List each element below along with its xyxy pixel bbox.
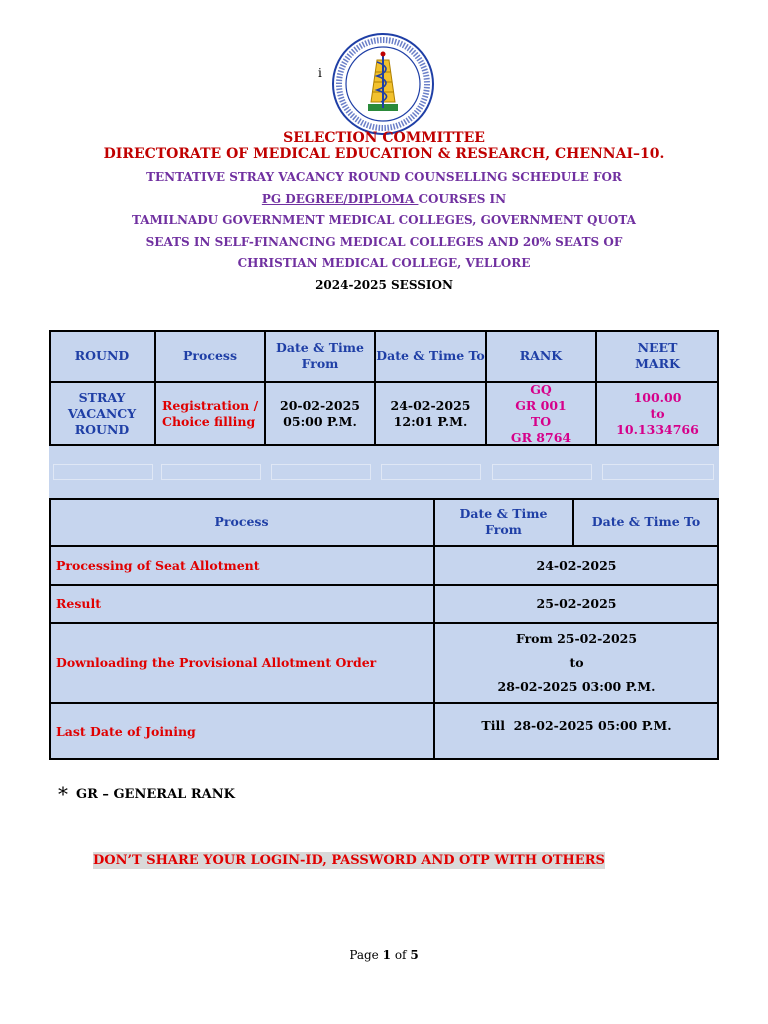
colleges-line-3: CHRISTIAN MEDICAL COLLEGE, VELLORE [237, 256, 531, 270]
rank-quota: GQ [530, 382, 552, 397]
rank-end: GR 8764 [510, 430, 572, 445]
asterisk: * [58, 782, 68, 806]
of-word: of [394, 948, 407, 962]
neet-min: 10.1334766 [616, 422, 699, 437]
spacer-cell [161, 464, 261, 480]
round-schedule-table [49, 330, 719, 446]
header-date-from: Date & Time From [265, 330, 375, 382]
spacer-cell [492, 464, 592, 480]
header-round: ROUND [49, 330, 155, 382]
table-spacer [49, 446, 719, 498]
page-footer [0, 948, 768, 962]
colleges-line-1: TAMILNADU GOVERNMENT MEDICAL COLLEGES, GOVERNMENT QUOTA [132, 213, 636, 227]
round-name: STRAY VACANCY ROUND [49, 382, 155, 446]
row-value-allotment-order [434, 623, 719, 703]
neet-cell [596, 382, 719, 446]
schedule-title: TENTATIVE STRAY VACANCY ROUND COUNSELLING SCHEDULE FOR [146, 170, 622, 184]
neet-to: to [650, 406, 665, 421]
process-name: Registration / Choice filling [155, 382, 265, 446]
row-label-seat-allotment: Processing of Seat Allotment [49, 546, 434, 585]
rank-to: TO [530, 414, 552, 429]
header-date-to: Date & Time To [573, 498, 719, 546]
row-value-last-date-joining: Till 28-02-2025 05:00 P.M. [434, 703, 719, 760]
header-date-to: Date & Time To [375, 330, 486, 382]
emblem-logo [331, 32, 435, 136]
row-label-last-date-joining: Last Date of Joining [49, 703, 434, 760]
process-schedule-table [49, 498, 719, 760]
spacer-cell [271, 464, 371, 480]
selection-committee-title: SELECTION COMMITTEE [283, 130, 485, 146]
rank-abbreviation-note [58, 782, 235, 806]
row-value-seat-allotment: 24-02-2025 [434, 546, 719, 585]
neet-max: 100.00 [633, 390, 682, 405]
page-marker: i [318, 66, 322, 80]
header-process: Process [155, 330, 265, 382]
rank-start: GR 001 [515, 398, 567, 413]
page-word: Page [349, 948, 379, 962]
row-label-result: Result [49, 585, 434, 623]
allotment-order-from: From 25-02-2025 [515, 631, 638, 646]
course-line-rest: COURSES IN [418, 192, 507, 206]
from-time: 05:00 P.M. [283, 414, 357, 429]
allotment-order-until: 28-02-2025 03:00 P.M. [497, 679, 656, 694]
to-date: 24-02-2025 [390, 398, 471, 413]
rank-cell [486, 382, 596, 446]
from-date: 20-02-2025 [280, 398, 360, 413]
security-warning: DON’T SHARE YOUR LOGIN-ID, PASSWORD AND OTP WITH OTHERS [93, 853, 605, 868]
header-date-from: Date & Time From [434, 498, 573, 546]
course-line [0, 192, 768, 206]
header-neet-mark: NEET MARK [596, 330, 719, 382]
spacer-cell [53, 464, 153, 480]
date-to-cell [375, 382, 486, 446]
directorate-title: DIRECTORATE OF MEDICAL EDUCATION & RESEARCH, CHENNAI–10. [103, 146, 665, 162]
header-rank: RANK [486, 330, 596, 382]
page-total: 5 [410, 948, 419, 962]
date-from-cell [265, 382, 375, 446]
note-text: GR – GENERAL RANK [76, 787, 235, 802]
to-time: 12:01 P.M. [393, 414, 468, 429]
page-number: 1 [382, 948, 391, 962]
session-label: 2024-2025 SESSION [315, 278, 453, 292]
row-value-result: 25-02-2025 [434, 585, 719, 623]
spacer-cell [602, 464, 714, 480]
allotment-order-to-word: to [569, 655, 584, 670]
course-type: PG DEGREE/DIPLOMA [261, 192, 419, 206]
header-process: Process [49, 498, 434, 546]
row-label-allotment-order: Downloading the Provisional Allotment Order [49, 623, 434, 703]
spacer-cell [381, 464, 481, 480]
colleges-line-2: SEATS IN SELF-FINANCING MEDICAL COLLEGES AND 20% SEATS OF [145, 235, 623, 249]
